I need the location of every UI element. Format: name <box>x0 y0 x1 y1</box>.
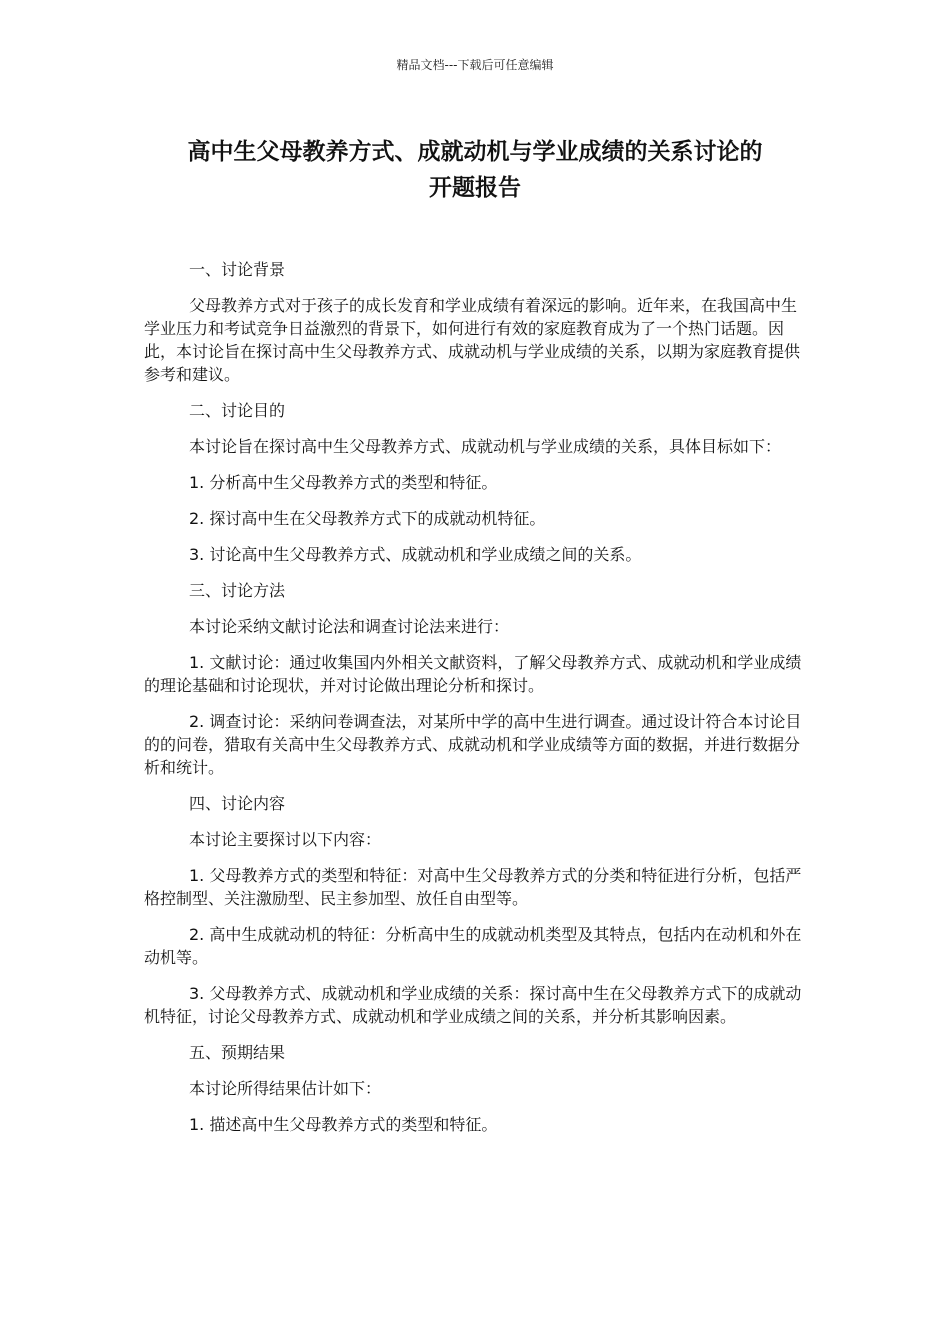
document-body <box>144 258 806 1149</box>
list-item-purpose-1: 1. 分析高中生父母教养方式的类型和特征。 <box>189 473 498 492</box>
paragraph-background: 父母教养方式对于孩子的成长发育和学业成绩有着深远的影响。近年来，在我国高中生学业压力和考试竞争日益激烈的背景下，如何进行有效的家庭教育成为了一个热门话题。因此，本讨论旨在探讨高中生父母教养方式、成就动机与学业成绩的关系，以期为家庭教育提供参考和建议。 <box>144 296 801 384</box>
section-heading-purpose: 二、讨论目的 <box>189 401 286 420</box>
section-heading-method: 三、讨论方法 <box>189 581 286 600</box>
section-heading-content: 四、讨论内容 <box>189 794 286 813</box>
title-line-2: 开题报告 <box>429 175 521 201</box>
title-line-1: 高中生父母教养方式、成就动机与学业成绩的关系讨论的 <box>187 139 763 165</box>
list-item-method-1: 1. 文献讨论：通过收集国内外相关文献资料，了解父母教养方式、成就动机和学业成绩的理论基础和讨论现状，并对讨论做出理论分析和探讨。 <box>144 653 802 695</box>
list-item-content-1: 1. 父母教养方式的类型和特征：对高中生父母教养方式的分类和特征进行分析，包括严格控制型、关注激励型、民主参加型、放任自由型等。 <box>144 866 802 908</box>
paragraph-content-intro: 本讨论主要探讨以下内容： <box>189 830 382 849</box>
header-note: 精品文档---下载后可任意编辑 <box>396 58 554 72</box>
section-heading-background: 一、讨论背景 <box>189 260 286 279</box>
list-item-expected-1: 1. 描述高中生父母教养方式的类型和特征。 <box>189 1115 498 1134</box>
list-item-content-2: 2. 高中生成就动机的特征：分析高中生的成就动机类型及其特点，包括内在动机和外在动机等。 <box>144 925 802 967</box>
paragraph-method-intro: 本讨论采纳文献讨论法和调查讨论法来进行： <box>189 617 510 636</box>
list-item-purpose-3: 3. 讨论高中生父母教养方式、成就动机和学业成绩之间的关系。 <box>189 545 642 564</box>
list-item-method-2: 2. 调查讨论：采纳问卷调查法，对某所中学的高中生进行调查。通过设计符合本讨论目的的问卷，猎取有关高中生父母教养方式、成就动机和学业成绩等方面的数据，并进行数据分析和统计。 <box>144 712 802 777</box>
list-item-content-3: 3. 父母教养方式、成就动机和学业成绩的关系：探讨高中生在父母教养方式下的成就动机特征，讨论父母教养方式、成就动机和学业成绩之间的关系，并分析其影响因素。 <box>144 984 802 1026</box>
document-title <box>140 134 810 206</box>
list-item-purpose-2: 2. 探讨高中生在父母教养方式下的成就动机特征。 <box>189 509 546 528</box>
paragraph-expected-intro: 本讨论所得结果估计如下： <box>189 1079 382 1098</box>
paragraph-purpose-intro: 本讨论旨在探讨高中生父母教养方式、成就动机与学业成绩的关系，具体目标如下： <box>189 437 782 456</box>
section-heading-expected-results: 五、预期结果 <box>189 1043 286 1062</box>
